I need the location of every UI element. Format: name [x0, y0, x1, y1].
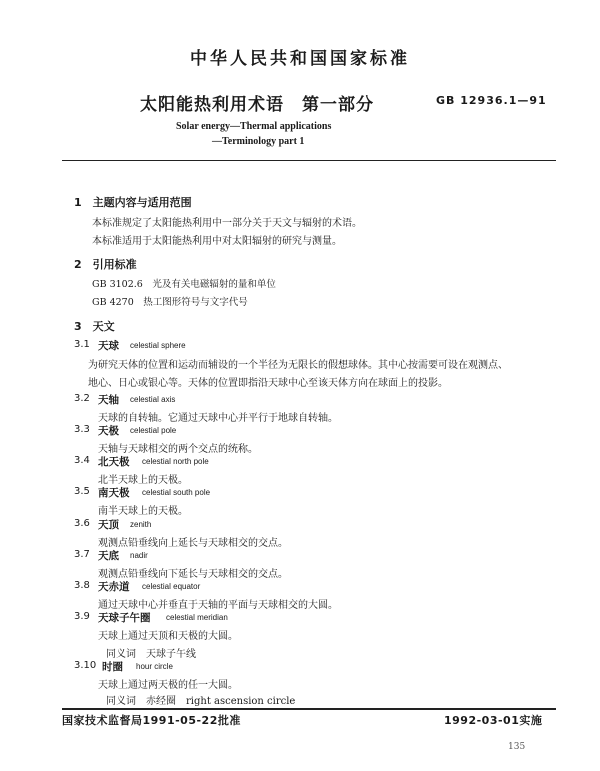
term-english: celestial pole	[130, 426, 177, 435]
term-definition: 南半天球上的天极。	[98, 506, 188, 517]
term-chinese: 天球子午圈	[98, 612, 151, 624]
term-definition: 为研究天体的位置和运动而辅设的一个半径为无限长的假想球体。其中心按需要可设在观测点、	[88, 360, 508, 371]
term-definition: 地心、日心或银心等。天体的位置即指沿天球中心至该天体方向在球面上的投影。	[88, 378, 448, 389]
term-english: celestial axis	[130, 395, 176, 404]
term-english: zenith	[130, 520, 152, 529]
term-definition: 通过天球中心并垂直于天轴的平面与天球相交的大圆。	[98, 600, 338, 611]
term-chinese: 天球	[98, 340, 119, 352]
section-1-line-2: 本标准适用于太阳能热利用中对太阳辐射的研究与测量。	[92, 236, 342, 247]
page-number: 135	[508, 742, 526, 752]
term-english: celestial south pole	[142, 488, 211, 497]
term-chinese: 南天极	[98, 487, 130, 499]
footer-divider	[62, 708, 556, 710]
term-chinese: 天顶	[98, 519, 119, 531]
term-number: 3.5	[74, 486, 90, 497]
term-number: 3.1	[74, 339, 90, 350]
term-english: celestial meridian	[166, 613, 228, 622]
term-chinese: 天轴	[98, 394, 119, 406]
standard-code: GB 12936.1—91	[436, 94, 547, 107]
header-divider	[62, 160, 556, 161]
document-title: 太阳能热利用术语 第一部分	[140, 95, 374, 115]
approval-date: 国家技术监督局1991-05-22批准	[62, 714, 241, 727]
term-chinese: 天极	[98, 425, 119, 437]
term-number: 3.2	[74, 393, 90, 404]
term-definition: 天球上通过两天极的任一大圆。	[98, 680, 238, 691]
term-number: 3.9	[74, 611, 90, 622]
term-english: celestial sphere	[130, 341, 186, 350]
effective-date: 1992-03-01实施	[444, 714, 543, 727]
term-chinese: 北天极	[98, 456, 130, 468]
reference-2: GB 4270 热工图形符号与文字代号	[92, 297, 248, 308]
english-title-line-2: —Terminology part 1	[212, 136, 305, 147]
agency-title: 中华人民共和国国家标准	[190, 49, 410, 69]
term-synonym: 同义词 天球子午线	[106, 649, 196, 660]
term-english: nadir	[130, 551, 148, 560]
term-english: celestial north pole	[142, 457, 209, 466]
term-definition: 北半天球上的天极。	[98, 475, 188, 486]
term-chinese: 时圈	[102, 661, 123, 673]
term-number: 3.3	[74, 424, 90, 435]
term-definition: 观测点铅垂线向上延长与天球相交的交点。	[98, 538, 288, 549]
term-number: 3.10	[74, 660, 97, 671]
term-definition: 天球的自转轴。它通过天球中心并平行于地球自转轴。	[98, 413, 338, 424]
term-definition: 天球上通过天顶和天极的大圆。	[98, 631, 238, 642]
term-definition: 观测点铅垂线向下延长与天球相交的交点。	[98, 569, 288, 580]
term-number: 3.6	[74, 518, 90, 529]
section-1-heading: 1 主题内容与适用范围	[74, 196, 192, 209]
section-2-heading: 2 引用标准	[74, 258, 137, 271]
term-synonym: 同义词 赤经圈 right ascension circle	[106, 696, 296, 707]
term-number: 3.7	[74, 549, 90, 560]
reference-1: GB 3102.6 光及有关电磁辐射的量和单位	[92, 279, 276, 290]
english-title-line-1: Solar energy—Thermal applications	[176, 121, 332, 132]
term-number: 3.4	[74, 455, 90, 466]
section-1-line-1: 本标准规定了太阳能热利用中一部分关于天文与辐射的术语。	[92, 218, 362, 229]
term-english: hour circle	[136, 662, 173, 671]
term-english: celestial equator	[142, 582, 201, 591]
section-3-heading: 3 天文	[74, 320, 115, 333]
term-definition: 天轴与天球相交的两个交点的统称。	[98, 444, 258, 455]
term-number: 3.8	[74, 580, 90, 591]
term-chinese: 天底	[98, 550, 119, 562]
term-chinese: 天赤道	[98, 581, 130, 593]
